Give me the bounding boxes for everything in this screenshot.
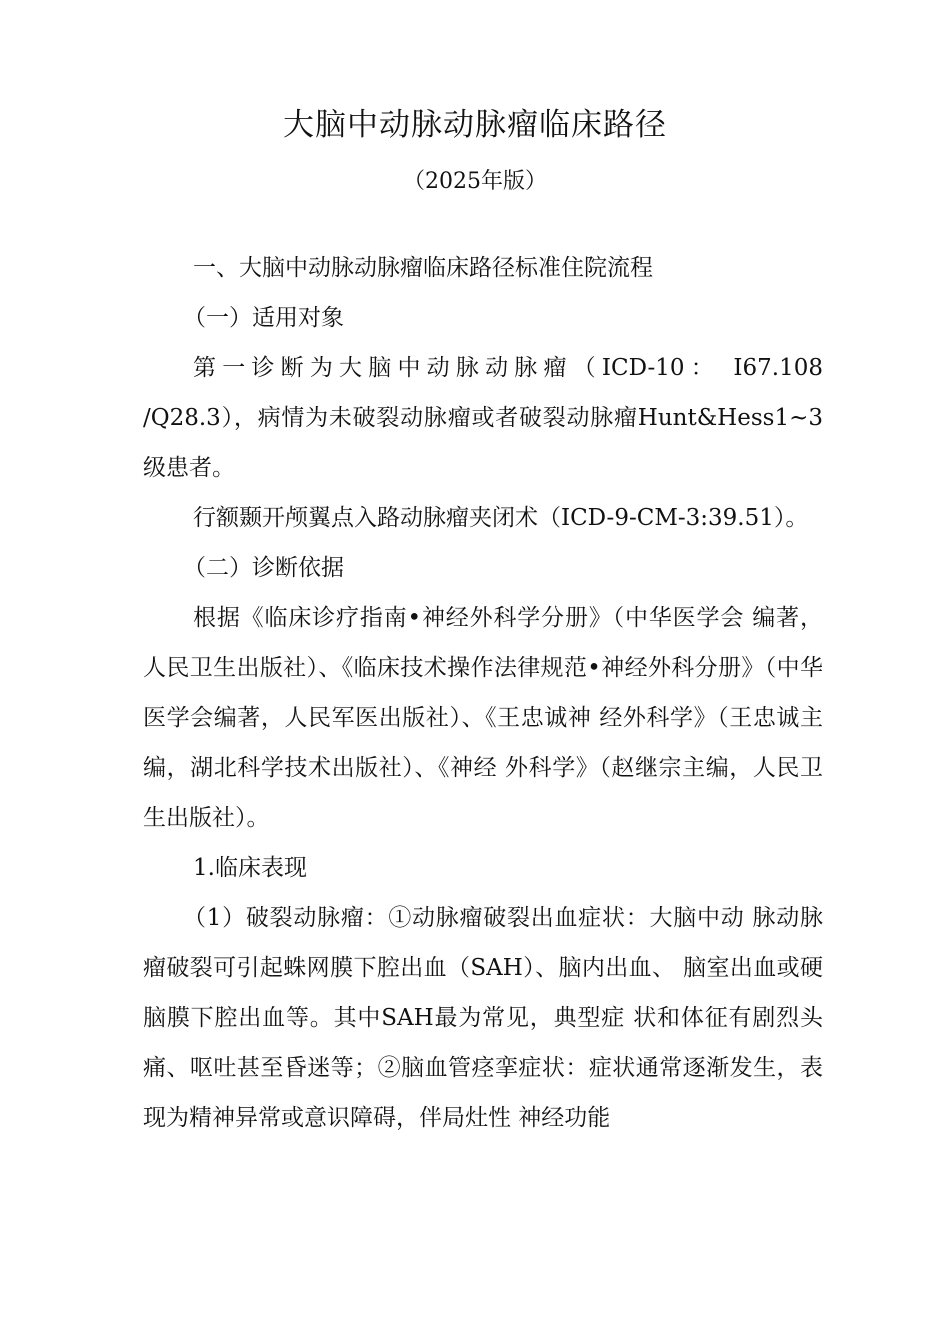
paragraph: 行额颞开颅翼点入路动脉瘤夹闭术（ICD-9-CM-3:39.51）。 [193,505,809,531]
subsection-heading: （一）适用对象 [183,305,344,331]
paragraph: 根据《临床诊疗指南•神经外科学分册》（中华医学会 编著，人民卫生出版社）、《临床技术操作法律规范•神经外科分册》（中华医学会编著，人民军医出版社）、《王忠诚神 经外科学》（王忠诚主编，湖北科学技术出版社）、《神经 外科学》（赵继宗主编，人民卫生出版社）。 [143,605,823,831]
list-item-heading: 1.临床表现 [193,855,307,881]
section-heading: 一、大脑中动脉动脉瘤临床路径标准住院流程 [193,255,653,281]
paragraph: 第一诊断为大脑中动脉动脉瘤（ICD-10： I67.108 /Q28.3），病情为未破裂动脉瘤或者破裂动脉瘤Hunt&Hess1~3级患者。 [143,355,823,481]
paragraph: （1）破裂动脉瘤：①动脉瘤破裂出血症状：大脑中动 脉动脉瘤破裂可引起蛛网膜下腔出血（SAH）、脑内出血、 脑室出血或硬脑膜下腔出血等。其中SAH最为常见，典型症 状和体征有剧烈头痛、呕吐甚至昏迷等；②脑血管痉挛症状：症状通常逐渐发生，表现为精神异常或意识障碍，伴局灶性 神经功能 [143,905,823,1131]
subsection-heading: （二）诊断依据 [183,555,344,581]
document-subtitle: （2025年版） [403,169,547,194]
document-body [143,243,823,1143]
document-title: 大脑中动脉动脉瘤临床路径 [283,107,667,143]
